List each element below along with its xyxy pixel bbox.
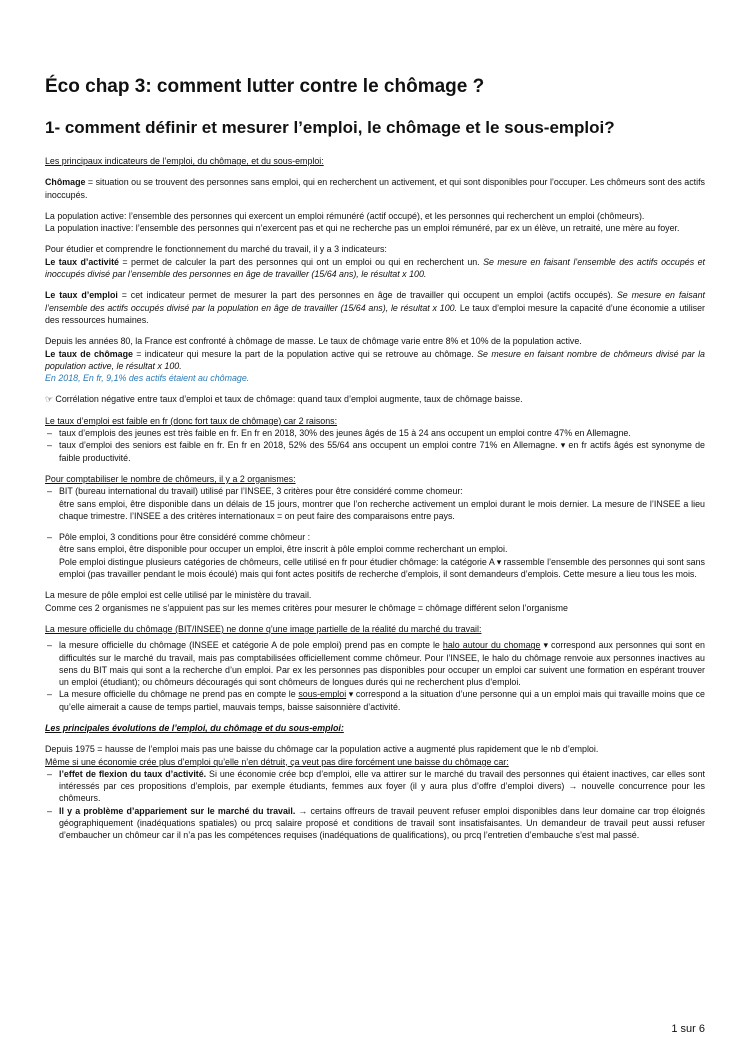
- sous-emploi-term: sous-emploi: [298, 689, 347, 700]
- taux-chomage-formula: Se mesure en faisant nombre de chômeurs divisé par la population active, le résultat x 100.: [45, 348, 705, 371]
- evolutions-heading: Les principales évolutions de l’emploi, du chômage et du sous-emploi:: [45, 722, 344, 733]
- flexion-text: Si une économie crée bcp d’emploi, elle va attirer sur le marché du travail des personnes qui étaient inactives, car elles sont intéressés par ces propositions d’emplois, par exemple étudiants, femmes aux foyer (il y aura plus d’offre d’emploi divers) → nouvelle concurrence pour les chômeurs.: [59, 768, 705, 804]
- chomage-definition: [45, 176, 705, 201]
- pole-title: Pôle emploi, 3 conditions pour être considéré comme chômeur :: [59, 532, 311, 543]
- organismes-list: [45, 485, 705, 522]
- list-item-halo: [45, 639, 705, 688]
- list-item-sous-emploi: [45, 688, 705, 713]
- organismes-heading: Pour comptabiliser le nombre de chômeurs, il y a 2 organismes:: [45, 473, 296, 484]
- pole-line2: Pole emploi distingue plusieurs catégories de chômeurs, celle utilisé en fr pour étudier chômage: la catégorie A ▾ rassemble l’ensemble des personnes qui sont sans emploi (pas travailler pendant le mois écoulé) mais qui font actes positifs de recherche d’emplois, il sont demandeurs d’emplois. Cette mesure a lieu tous les mois.: [59, 556, 705, 580]
- list-item-flexion: [45, 768, 705, 805]
- list-item-bit: [45, 485, 705, 522]
- depuis-1975: Depuis 1975 = hausse de l’emploi mais pas une baisse du chômage car la population active a augmenté plus rapidement que le nb d’emploi.: [45, 744, 599, 755]
- bit-title: BIT (bureau international du travail) utilisé par l’INSEE, 3 critères pour être considéré comme chomeur:: [59, 486, 463, 497]
- sous-after: ▾ correspond a la situation d’une personne qui a un emploi mais qui travaille moins que ce qu’elle aimerait a cause de temps partiel, mauvais temps, baisse saisonnière d’activité.: [59, 689, 705, 712]
- bit-detail: être sans emploi, être disponible dans un délais de 15 jours, montrer que l’on recherche activement un emploi durant le mois dernier. La mesure de l’INSEE a lieu chaque trimestre. l’INSEE a des critères internationaux = on peut faire des comparaisons entre pays.: [59, 498, 705, 521]
- appariement-term: Il y a problème d’appariement sur le marché du travail.: [59, 805, 296, 816]
- chomage-def-text: = situation ou se trouvent des personnes sans emploi, qui en recherchent un activement, et qui sont disponibles pour l’occuper. Les chômeurs sont des actifs inoccupés.: [45, 177, 705, 200]
- list-item-appariement: [45, 805, 705, 842]
- meme-si: Même si une économie crée plus d’emploi qu’elle n’en détruit, ça veut pas dire forcément une baisse du chômage car:: [45, 756, 509, 767]
- taux-activite-paragraph: [45, 256, 705, 281]
- taux-emploi-term: Le taux d’emploi: [45, 290, 118, 301]
- taux-emploi-end: Le taux d’emploi mesure la capacité d’une économie a utiliser des ressources humaines.: [45, 302, 705, 325]
- mesure-partielle-heading: La mesure officielle du chômage (BIT/INSEE) ne donne q’une image partielle de la réalité du marché du travail:: [45, 623, 482, 634]
- taux-chomage-def: = indicateur qui mesure la part de la population active qui se retrouve au chômage.: [132, 348, 478, 359]
- taux-activite-term: Le taux d’activité: [45, 256, 119, 267]
- chomage-term: Chômage: [45, 177, 86, 188]
- page-title: Éco chap 3: comment lutter contre le chômage ?: [45, 76, 485, 97]
- pop-inactive-text: La population inactive: l’ensemble des personnes qui n’exercent pas et qui ne recherche pas un emploi rémunéré, par ex un élève, un retraité, une mère au foyer.: [45, 223, 680, 234]
- taux-emploi-paragraph: [45, 289, 705, 326]
- taux-chomage-term: Le taux de chômage: [45, 348, 133, 359]
- sous-before: La mesure officielle du chômage ne prend pas en compte le: [59, 689, 299, 700]
- taux-emploi-formula: Se mesure en faisant l’ensemble des actifs occupés divisé par la population en âge de travailler (15/64 ans), le résultat x 100.: [45, 290, 705, 313]
- appariement-text: → certains offreurs de travail peuvent refuser emploi disponibles dans leur domaine car trop éloignés géographiquement (inadéquations spatiales) ou prcq salaire proposé et conditions de travail sont insatisfaisantes. Un demandeur de travail peut aussi refuser d’embaucher un chômeur car il n’a pas les compétences requises (inadéquations de qualifications), ou prcq l’entretien d’embauche s’est mal passé.: [59, 805, 705, 841]
- mesure-partielle-list: [45, 639, 705, 713]
- halo-before: la mesure officielle du chômage (INSEE et catégorie A de pole emploi) prend pas en compte le: [59, 640, 443, 651]
- page-number: 1 sur 6: [671, 1023, 705, 1035]
- halo-term: halo autour du chomage: [442, 640, 541, 651]
- flexion-term: l’effet de flexion du taux d’activité.: [59, 768, 207, 779]
- indicators-heading: Les principaux indicateurs de l’emploi, du chômage, et du sous-emploi:: [45, 156, 324, 166]
- section-heading: 1- comment définir et mesurer l’emploi, le chômage et le sous-emploi?: [45, 118, 615, 137]
- taux-chomage-paragraph: [45, 348, 705, 373]
- stat-2018: En 2018, En fr, 9,1% des actifs étaient au chômage.: [45, 373, 250, 384]
- evolutions-list: [45, 768, 705, 842]
- list-item-pole: [45, 531, 705, 580]
- pole-line1: être sans emploi, être disponible pour occuper un emploi, être inscrit à pôle emploi comme recherchant un emploi.: [59, 544, 508, 555]
- taux-activite-formula: Se mesure en faisant l’ensemble des actifs occupés et inoccupés divisé par l’ensemble des personnes en âge de travailler (15/64 ans), le résultat x 100.: [45, 256, 705, 280]
- correlation-note: ☞ Corrélation négative entre taux d’emploi et taux de chômage: quand taux d’emploi augmente, taux de chômage baisse.: [45, 394, 523, 405]
- taux-activite-def: = permet de calculer la part des personnes qui ont un emploi ou qui en recherchent un.: [118, 256, 484, 267]
- taux-emploi-def: = cet indicateur permet de mesurer la part des personnes en âge de travailler qui occupent un emploi (actifs occupés).: [117, 290, 617, 301]
- comme-ces-organismes: Comme ces 2 organismes ne s’appuient pas sur les memes critères pour mesurer le chômage = chômage différent selon l’organisme: [45, 602, 568, 613]
- taux-faible-list: [45, 427, 705, 464]
- pole-list: [45, 531, 705, 580]
- indicators-intro: Pour étudier et comprendre le fonctionnement du marché du travail, il y a 3 indicateurs:: [45, 244, 387, 255]
- france-chomage-masse: Depuis les années 80, la France est confronté à chômage de masse. Le taux de chômage varie entre 8% et 10% de la population active.: [45, 336, 582, 347]
- list-item: – taux d’emplois des jeunes est très faible en fr. En fr en 2018, 30% des jeunes âgés de 15 à 24 ans occupent un emploi contre 47% en Allemagne.: [45, 427, 705, 439]
- list-item: – taux d’emploi des seniors est faible en fr. En fr en 2018, 52% des 55/64 ans occupent un emploi contre 71% en Allemagne. ▾ en fr actifs âgés est synonyme de faible productivité.: [45, 439, 705, 464]
- pop-active-text: La population active: l’ensemble des personnes qui exercent un emploi rémunéré (actif occupé), et les personnes qui recherchent un emploi (chômeurs).: [45, 210, 645, 221]
- taux-faible-heading: Le taux d’emploi est faible en fr (donc fort taux de chômage) car 2 raisons:: [45, 415, 338, 426]
- mesure-ministere: La mesure de pôle emploi est celle utilisé par le ministère du travail.: [45, 590, 312, 601]
- halo-after: ▾ correspond aux personnes qui sont en difficultés sur le marché du travail, mais pas comptabilisées officiellement comme chômeur. Pour l’INSEE, le halo du chômage renvoie aux personnes inactives au sens du BIT mais qui sont a la recherche d’un emploi. Par ex les personnes pas disponibles pour occuper un emploi car suivent une formation en espérant trouver un emploi (étudiant); ou chômeurs découragés qui sont chômeurs de longues durés qui ne recherchent plus d’emploi.: [59, 640, 705, 688]
